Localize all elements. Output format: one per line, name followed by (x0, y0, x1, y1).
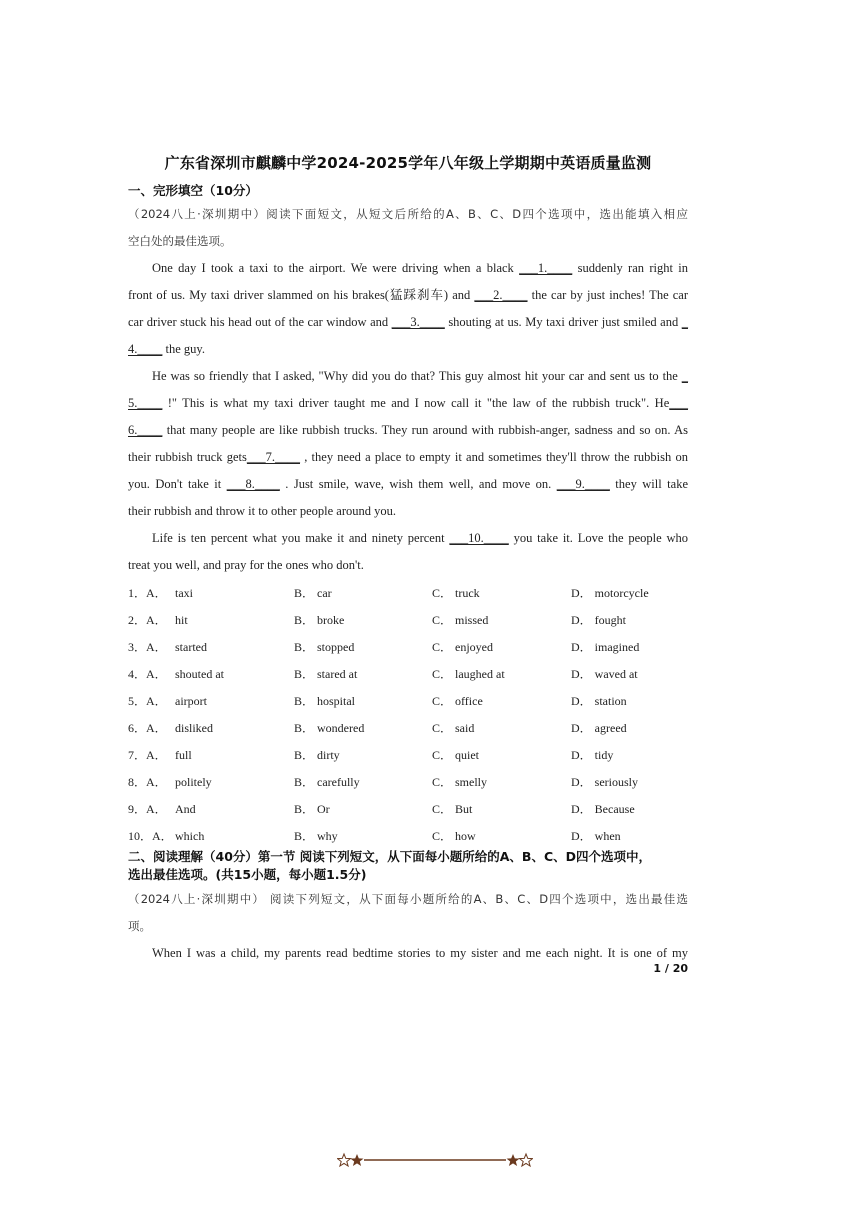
question-number: 1．A． (128, 586, 167, 600)
passage-line (128, 422, 688, 438)
option-a: shouted at (175, 667, 224, 681)
option-row (128, 801, 688, 817)
option-d: D． seriously (571, 775, 638, 789)
answer-blank: ___7.____ (246, 450, 300, 464)
option-row (128, 774, 688, 790)
passage-text: the guy. (162, 342, 205, 356)
option-row (128, 585, 688, 601)
page-number: 1 / 20 (653, 962, 688, 975)
answer-blank: _ (681, 315, 688, 329)
passage-line (128, 557, 688, 573)
option-d: D． imagined (571, 640, 640, 654)
question-number: 3．A． (128, 640, 167, 654)
passage-text: He was so friendly that I asked, "Why did you do that? This guy almost hit your car and sent us to the (152, 369, 682, 383)
option-d: D． fought (571, 613, 626, 627)
option-d: D． when (571, 829, 621, 843)
passage-line (152, 530, 688, 546)
option-c: C． But (432, 802, 473, 816)
option-c: C． office (432, 694, 483, 708)
section-2-heading-line-2: 选出最佳选项。(共15小题，每小题1.5分) (128, 867, 367, 882)
section-1-instruction-line-1: （2024八上·深圳期中）阅读下面短文，从短文后所给的A、B、C、D四个选项中，选出能填入相应 (128, 207, 688, 221)
option-c: C． truck (432, 586, 480, 600)
passage-text: you take it. Love the people who (508, 531, 688, 545)
passage-text: shouting at us. My taxi driver just smiled and (444, 315, 682, 329)
option-row (128, 693, 688, 709)
option-row (128, 747, 688, 763)
option-c: C． missed (432, 613, 489, 627)
passage-text: front of us. My taxi driver slammed on his brakes(猛踩刹车) and (128, 288, 475, 302)
option-d: D． tidy (571, 748, 614, 762)
option-b: B． carefully (294, 775, 360, 789)
option-a: disliked (175, 721, 213, 735)
option-c: C． said (432, 721, 475, 735)
section-2-instruction-line-1: （2024八上·深圳期中） 阅读下列短文，从下面每小题所给的A、B、C、D四个选项中，选出最佳选 (128, 892, 688, 906)
section-2-heading-line-1: 二、阅读理解（40分）第一节 阅读下列短文，从下面每小题所给的A、B、C、D四个选项中， (128, 849, 651, 864)
option-row (128, 828, 688, 844)
option-d: D． Because (571, 802, 635, 816)
option-d: D． waved at (571, 667, 638, 681)
option-row (128, 612, 688, 628)
footer-star-icon (338, 1154, 364, 1166)
question-number: 6．A． (128, 721, 167, 735)
passage-text: the car by just inches! The car (527, 288, 688, 302)
option-a: airport (175, 694, 207, 708)
question-number: 7．A． (128, 748, 167, 762)
option-b: B． stared at (294, 667, 358, 681)
passage-text: Life is ten percent what you make it and ninety percent (152, 531, 450, 545)
answer-blank: _ (681, 369, 688, 383)
passage-text: their rubbish truck gets (128, 450, 247, 464)
passage-line (128, 314, 688, 330)
option-b: B． broke (294, 613, 345, 627)
passage-line (128, 395, 688, 411)
passage-text: !" This is what my taxi driver taught me and I now call it "the law of the rubbish truck". He (162, 396, 670, 410)
answer-blank: ___8.____ (226, 477, 280, 491)
passage-text: their rubbish and throw it to other people around you. (128, 504, 396, 518)
question-number: 8．A． (128, 775, 167, 789)
option-c: C． smelly (432, 775, 488, 789)
option-a: started (175, 640, 207, 654)
option-b: B． hospital (294, 694, 356, 708)
option-a: hit (175, 613, 188, 627)
section-1-instruction-line-2: 空白处的最佳选项。 (128, 234, 232, 248)
option-c: C． enjoyed (432, 640, 493, 654)
option-d: D． station (571, 694, 627, 708)
passage-text: . Just smile, wave, wish them well, and move on. (279, 477, 557, 491)
option-c: C． how (432, 829, 476, 843)
passage-text: One day I took a taxi to the airport. We were driving when a black (152, 261, 520, 275)
option-b: B． dirty (294, 748, 340, 762)
passage-text: you. Don't take it (128, 477, 227, 491)
passage-text: that many people are like rubbish trucks. They run around with rubbish-anger, sadness and so on. As (162, 423, 688, 437)
option-row (128, 666, 688, 682)
answer-blank: ___2.____ (474, 288, 528, 302)
option-b: B． wondered (294, 721, 365, 735)
option-a: full (175, 748, 192, 762)
answer-blank: ___9.____ (556, 477, 610, 491)
option-c: C． laughed at (432, 667, 505, 681)
option-b: B． stopped (294, 640, 355, 654)
question-number: 2．A． (128, 613, 167, 627)
passage-text: , they need a place to empty it and sometimes they'll throw the rubbish on (300, 450, 688, 464)
passage-text: car driver stuck his head out of the car window and (128, 315, 392, 329)
reading-passage-first-line: When I was a child, my parents read bedtime stories to my sister and me each night. It is one of my (152, 946, 688, 960)
option-a: taxi (175, 586, 193, 600)
passage-line (128, 503, 688, 519)
passage-line (128, 287, 688, 303)
passage-line (128, 341, 688, 357)
answer-blank: 6.____ (128, 423, 163, 437)
answer-blank: 5.____ (128, 396, 163, 410)
answer-blank: 4.____ (128, 342, 163, 356)
option-a: And (175, 802, 196, 816)
passage-line (128, 476, 688, 492)
option-row (128, 720, 688, 736)
option-row (128, 639, 688, 655)
answer-blank: ___1.____ (519, 261, 573, 275)
option-b: B． Or (294, 802, 330, 816)
answer-blank: ___ (669, 396, 688, 410)
footer-star-icon (507, 1154, 533, 1166)
question-number: 10．A． (128, 829, 173, 843)
footer-decoration (337, 1152, 533, 1168)
option-d: D． motorcycle (571, 586, 649, 600)
passage-line (152, 260, 688, 276)
option-b: B． car (294, 586, 332, 600)
answer-blank: ___10.____ (449, 531, 509, 545)
option-c: C． quiet (432, 748, 479, 762)
passage-text: suddenly ran right in (572, 261, 688, 275)
option-a: politely (175, 775, 212, 789)
passage-text: treat you well, and pray for the ones who don't. (128, 558, 364, 572)
question-number: 5．A． (128, 694, 167, 708)
section-2-instruction-line-2: 项。 (128, 919, 151, 933)
passage-line (152, 368, 688, 384)
answer-blank: ___3.____ (391, 315, 445, 329)
document-title: 广东省深圳市麒麟中学2024-2025学年八年级上学期期中英语质量监测 (164, 154, 652, 172)
passage-line (128, 449, 688, 465)
option-b: B． why (294, 829, 338, 843)
passage-text: they will take (609, 477, 688, 491)
question-number: 9．A． (128, 802, 167, 816)
question-number: 4．A． (128, 667, 167, 681)
section-1-heading: 一、完形填空（10分） (128, 183, 258, 198)
option-a: which (175, 829, 205, 843)
option-d: D． agreed (571, 721, 627, 735)
